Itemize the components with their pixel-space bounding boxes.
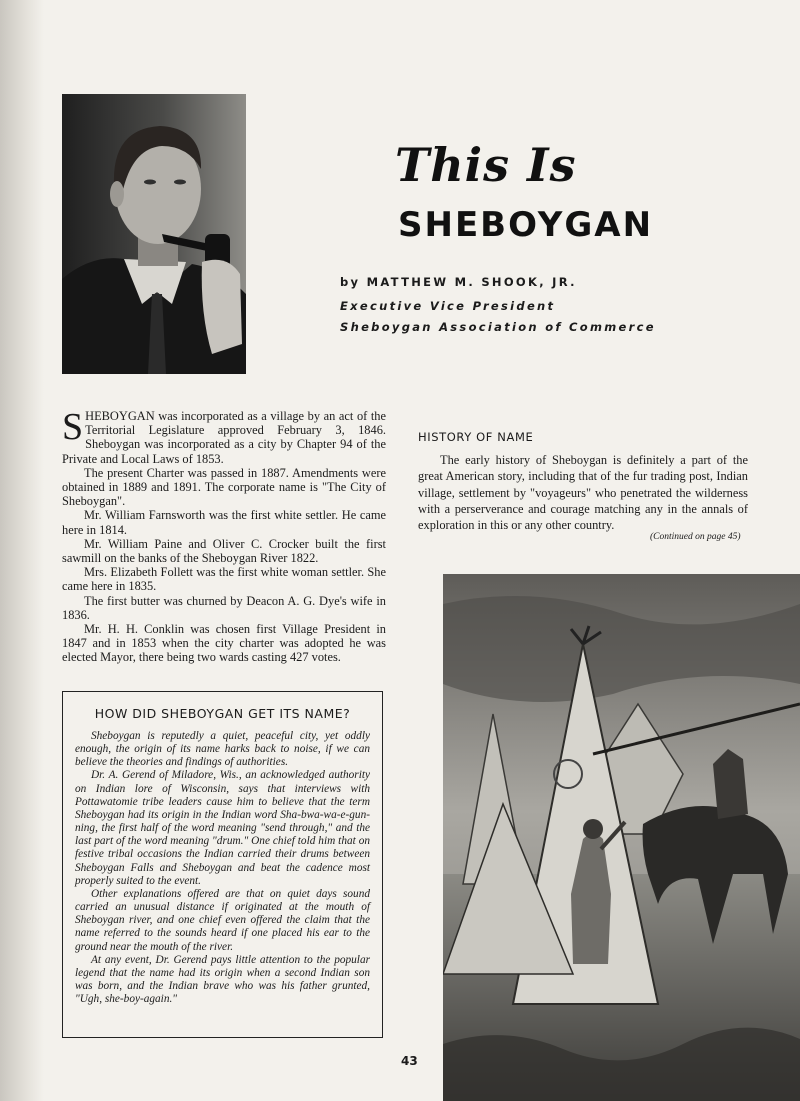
sidebar-paragraph-4: At any event, Dr. Gerend pays little attention to the popular legend that the name had its origin when a second Indian son was born, and the Indian brave who was his father grunted, "Ugh, she-boy-again." xyxy=(75,953,370,1006)
sidebar-paragraph-2: Dr. A. Gerend of Miladore, Wis., an acknowledged authority on Indian lore of Wisconsin, says that interviews with Pottawatomie tribe leaders cause him to believe that the term Sheboygan had its origin in the Indian word Sha-bwa-wa-e-gun-ning, the first half of the word meaning "send through," and the last part of the word meaning "drum." One chief told him that on festive tribal occasions the Indian carried their drums between Sheboygan Falls and Sheboygan and beat the cadence most properly suited to the event. xyxy=(75,769,370,887)
name-origin-sidebar xyxy=(62,691,383,1038)
paragraph-5: Mrs. Elizabeth Follett was the first white woman settler. She came here in 1835. xyxy=(62,565,386,594)
continued-note: (Continued on page 45) xyxy=(650,532,741,542)
author-portrait-photo xyxy=(62,94,246,374)
sidebar-paragraph-3: Other explanations offered are that on quiet days sound carried an unusual distance if originated at the mouth of Sheboygan river, and one chief even offered the claim that the name referred to the sounds heard if one placed his ear to the ground near the mouth of the river. xyxy=(75,887,370,953)
sidebar-paragraph-1: Sheboygan is reputedly a quiet, peaceful city, yet oddly enough, the origin of its name harks back to noise, if we can believe the theories and findings of authorities. xyxy=(75,730,370,769)
title-line-1: This Is xyxy=(395,138,577,192)
history-heading: HISTORY OF NAME xyxy=(418,430,534,444)
byline-organization: Sheboygan Association of Commerce xyxy=(340,320,656,334)
history-paragraph: The early history of Sheboygan is definitely a part of the great American story, including that of the fur trading post, Indian village, settlement by "voyageurs" who penetrated the wilderness with a perserverance and courage matching any in the annals of exploration in this or any other country. xyxy=(418,453,748,533)
paragraph-4: Mr. William Paine and Oliver C. Crocker built the first sawmill on the banks of the Sheboygan River 1822. xyxy=(62,536,386,566)
paragraph-2: The present Charter was passed in 1887. Amendments were obtained in 1889 and 1891. The corporate name is "The City of Sheboygan". xyxy=(62,465,386,509)
right-column-text xyxy=(418,429,748,533)
title-line-2: SHEBOYGAN xyxy=(398,205,654,245)
paragraph-3: Mr. William Farnsworth was the first white settler. He came here in 1814. xyxy=(62,508,386,537)
byline-position: Executive Vice President xyxy=(340,299,556,313)
drop-cap: S xyxy=(62,406,84,448)
page-number: 43 xyxy=(401,1054,418,1068)
left-column-text xyxy=(62,406,386,665)
paragraph-1: SHEBOYGAN was incorporated as a village by an act of the Territorial Legislature approved February 3, 1846. Sheboygan was incorporated as a city by Chapter 94 of the Private and Local Laws of 1853. xyxy=(62,406,386,466)
sidebar-heading: HOW DID SHEBOYGAN GET ITS NAME? xyxy=(94,706,351,721)
tipi-village-painting xyxy=(443,574,800,1101)
page-binding-shadow xyxy=(0,0,44,1101)
paragraph-6: The first butter was churned by Deacon A. G. Dye's wife in 1836. xyxy=(62,593,386,622)
paragraph-7: Mr. H. H. Conklin was chosen first Village President in 1847 and in 1853 when the city charter was adopted he was elected Mayor, there being two wards casting 427 votes. xyxy=(62,622,386,665)
byline-author: by MATTHEW M. SHOOK, JR. xyxy=(340,275,577,289)
